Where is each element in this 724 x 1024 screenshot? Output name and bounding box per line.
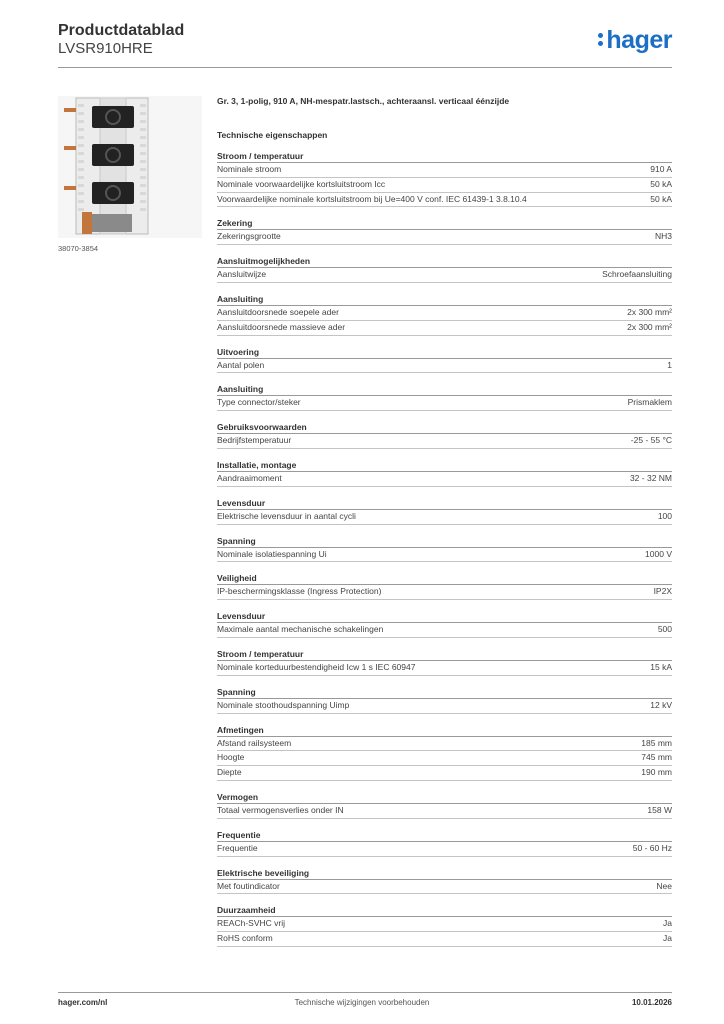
spec-row <box>217 917 672 932</box>
spec-value: 190 mm <box>641 767 672 778</box>
product-description: Gr. 3, 1-polig, 910 A, NH-mespatr.lastsch., achteraansl. verticaal éénzijde <box>217 96 510 106</box>
spec-row <box>217 230 672 245</box>
spec-row <box>217 623 672 638</box>
spec-value: 12 kV <box>650 699 672 710</box>
spec-group-title: Duurzaamheid <box>217 904 672 917</box>
spec-group-title: Levensduur <box>217 497 672 510</box>
spec-group <box>217 255 672 283</box>
section-title: Technische eigenschappen <box>217 130 328 140</box>
spec-value: Ja <box>663 933 672 944</box>
spec-row <box>217 193 672 208</box>
spec-label: Aantal polen <box>217 359 265 370</box>
spec-row <box>217 163 672 178</box>
spec-row <box>217 178 672 193</box>
spec-group <box>217 293 672 336</box>
spec-group-title: Levensduur <box>217 610 672 623</box>
hager-logo[interactable] <box>598 26 672 55</box>
footer-date: 10.01.2026 <box>631 998 672 1007</box>
spec-group-title: Spanning <box>217 535 672 548</box>
spec-label: Nominale stroom <box>217 164 282 174</box>
spec-label: Hoogte <box>217 752 245 763</box>
spec-row <box>217 359 672 374</box>
spec-row <box>217 932 672 947</box>
spec-value: 50 - 60 Hz <box>632 842 672 853</box>
header-divider <box>58 67 672 68</box>
spec-label: Totaal vermogensverlies onder IN <box>217 804 344 815</box>
footer-divider <box>58 992 672 993</box>
footer-disclaimer: Technische wijzigingen voorbehouden <box>294 998 430 1007</box>
spec-group <box>217 904 672 947</box>
spec-row <box>217 548 672 563</box>
spec-group-title: Aansluiting <box>217 293 672 306</box>
spec-value: 32 - 32 NM <box>629 472 672 483</box>
spec-row <box>217 737 672 752</box>
spec-value: Nee <box>656 880 672 891</box>
spec-group-title: Frequentie <box>217 829 672 842</box>
spec-label: Nominale voorwaardelijke kortsluitstroom Icc <box>217 178 386 189</box>
spec-group <box>217 572 672 600</box>
spec-group-title: Afmetingen <box>217 724 672 737</box>
image-caption: 38070-3854 <box>58 244 99 253</box>
spec-row <box>217 766 672 781</box>
spec-row <box>217 510 672 525</box>
spec-label: Type connector/steker <box>217 397 301 408</box>
spec-label: Nominale stoothoudspanning Uimp <box>217 699 350 710</box>
spec-label: RoHS conform <box>217 933 273 944</box>
spec-group-title: Stroom / temperatuur <box>217 150 672 163</box>
spec-value: 910 A <box>650 164 672 174</box>
spec-row <box>217 880 672 895</box>
spec-row <box>217 661 672 676</box>
spec-group <box>217 686 672 714</box>
spec-row <box>217 472 672 487</box>
spec-value: -25 - 55 °C <box>630 435 672 446</box>
spec-group <box>217 150 672 207</box>
spec-label: Elektrische levensduur in aantal cycli <box>217 510 356 521</box>
spec-value: Schroefaansluiting <box>602 269 672 280</box>
spec-row <box>217 842 672 857</box>
spec-group <box>217 383 672 411</box>
fuse-switch-drawing-icon <box>58 96 202 238</box>
spec-row <box>217 699 672 714</box>
spec-group <box>217 648 672 676</box>
spec-value: NH3 <box>654 231 672 242</box>
product-code: LVSR910HRE <box>58 40 153 57</box>
spec-group-title: Gebruiksvoorwaarden <box>217 421 672 434</box>
spec-label: IP-beschermingsklasse (Ingress Protection) <box>217 586 382 597</box>
product-image <box>58 96 202 238</box>
spec-label: Aandraaimoment <box>217 472 282 483</box>
spec-row <box>217 434 672 449</box>
spec-group <box>217 346 672 374</box>
spec-group <box>217 459 672 487</box>
spec-label: Nominale isolatiespanning Ui <box>217 548 327 559</box>
spec-value: Prismaklem <box>627 397 672 408</box>
spec-label: Bedrijfstemperatuur <box>217 435 292 446</box>
spec-group <box>217 217 672 245</box>
spec-label: Zekeringsgrootte <box>217 231 281 242</box>
spec-value: 745 mm <box>641 752 672 763</box>
spec-label: Maximale aantal mechanische schakelingen <box>217 624 384 635</box>
spec-row <box>217 804 672 819</box>
spec-label: Frequentie <box>217 842 258 853</box>
spec-group <box>217 724 672 781</box>
spec-label: Aansluitwijze <box>217 269 267 280</box>
spec-label: Nominale korteduurbestendigheid Icw 1 s IEC 60947 <box>217 661 416 672</box>
spec-label: Afstand railsysteem <box>217 737 292 748</box>
spec-row <box>217 751 672 766</box>
spec-value: 2x 300 mm² <box>627 321 672 332</box>
spec-group-title: Stroom / temperatuur <box>217 648 672 661</box>
spec-group-title: Vermogen <box>217 791 672 804</box>
spec-row <box>217 321 672 336</box>
spec-value: 1000 V <box>645 548 672 559</box>
spec-label: Aansluitdoorsnede massieve ader <box>217 321 346 332</box>
spec-value: 100 <box>657 510 672 521</box>
spec-label: Met foutindicator <box>217 880 280 891</box>
spec-group <box>217 791 672 819</box>
spec-group <box>217 867 672 895</box>
spec-row <box>217 306 672 321</box>
spec-group-title: Elektrische beveiliging <box>217 867 672 880</box>
page-title: Productdatablad <box>58 22 185 39</box>
spec-group-title: Installatie, montage <box>217 459 672 472</box>
spec-value: 185 mm <box>641 737 672 748</box>
spec-group-title: Aansluitmogelijkheden <box>217 255 672 268</box>
footer-website-link[interactable]: hager.com/nl <box>58 998 108 1007</box>
spec-label: Aansluitdoorsnede soepele ader <box>217 306 339 317</box>
spec-group <box>217 610 672 638</box>
spec-group <box>217 535 672 563</box>
spec-label: Diepte <box>217 767 242 778</box>
spec-value: 1 <box>667 359 672 370</box>
spec-value: 50 kA <box>650 193 672 204</box>
spec-value: 15 kA <box>650 661 672 672</box>
spec-value: Ja <box>663 918 672 929</box>
spec-group-title: Aansluiting <box>217 383 672 396</box>
spec-group-title: Spanning <box>217 686 672 699</box>
spec-row <box>217 396 672 411</box>
spec-value: 2x 300 mm² <box>627 306 672 317</box>
spec-value: IP2X <box>653 586 672 597</box>
spec-row <box>217 268 672 283</box>
spec-group <box>217 497 672 525</box>
spec-group-title: Veiligheid <box>217 572 672 585</box>
spec-value: 158 W <box>647 804 672 815</box>
spec-group-title: Uitvoering <box>217 346 672 359</box>
spec-group <box>217 421 672 449</box>
spec-row <box>217 585 672 600</box>
spec-group <box>217 829 672 857</box>
spec-value: 50 kA <box>650 178 672 189</box>
spec-table <box>217 150 672 957</box>
logo-dots-icon <box>598 30 604 49</box>
spec-label: REACh-SVHC vrij <box>217 918 286 929</box>
spec-value: 500 <box>657 624 672 635</box>
logo-text: hager <box>606 26 672 54</box>
spec-group-title: Zekering <box>217 217 672 230</box>
spec-label: Voorwaardelijke nominale kortsluitstroom bij Ue=400 V conf. IEC 61439-1 3.8.10.4 <box>217 193 527 204</box>
